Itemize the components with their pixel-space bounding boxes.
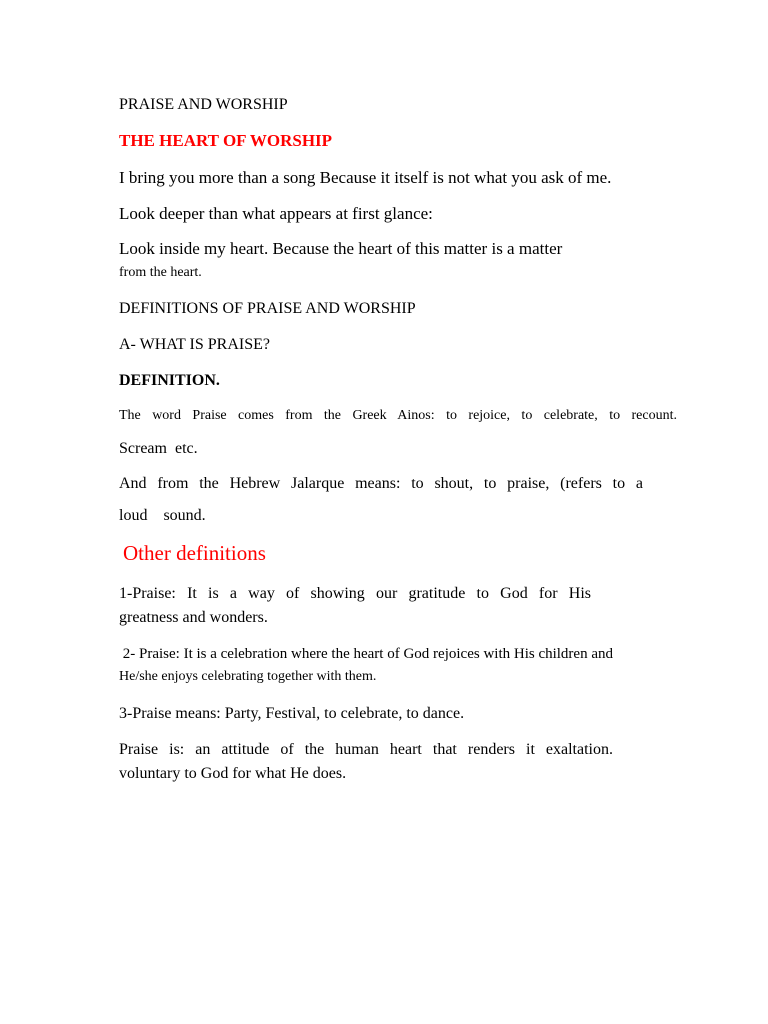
verse-line-4: from the heart. (119, 265, 202, 280)
definition-item-1-line-1: 1-Praise: It is a way of showing our gratitude to God for His (119, 585, 591, 602)
hebrew-definition-line-2: loud sound. (119, 507, 206, 524)
verse-line-3: Look inside my heart. Because the heart of this matter is a matter (119, 239, 563, 258)
definition-item-3: 3-Praise means: Party, Festival, to celebrate, to dance. (119, 705, 465, 722)
section-heading-heart-of-worship: THE HEART OF WORSHIP (119, 131, 333, 150)
question-heading: A- WHAT IS PRAISE? (119, 336, 270, 353)
definition-item-1-line-2: greatness and wonders. (119, 609, 268, 626)
definition-item-2-line-1: 2- Praise: It is a celebration where the heart of God rejoices with His children and (119, 646, 613, 662)
greek-definition-line-1: The word Praise comes from the Greek Ainos: to rejoice, to celebrate, to recount. (119, 408, 677, 423)
verse-line-1: I bring you more than a song Because it itself is not what you ask of me. (119, 168, 612, 187)
definition-item-2-line-2: He/she enjoys celebrating together with them. (119, 669, 377, 684)
verse-line-2: Look deeper than what appears at first glance: (119, 204, 433, 223)
definitions-heading: DEFINITIONS OF PRAISE AND WORSHIP (119, 300, 416, 317)
definition-label: DEFINITION. (119, 372, 220, 389)
hebrew-definition-line-1: And from the Hebrew Jalarque means: to shout, to praise, (refers to a (119, 475, 643, 492)
definition-item-4-line-1: Praise is: an attitude of the human heart that renders it exaltation. (119, 741, 613, 758)
document-title: PRAISE AND WORSHIP (119, 96, 288, 113)
other-definitions-heading: Other definitions (123, 541, 266, 565)
greek-definition-line-2: Scream etc. (119, 440, 198, 457)
definition-item-4-line-2: voluntary to God for what He does. (119, 765, 347, 782)
